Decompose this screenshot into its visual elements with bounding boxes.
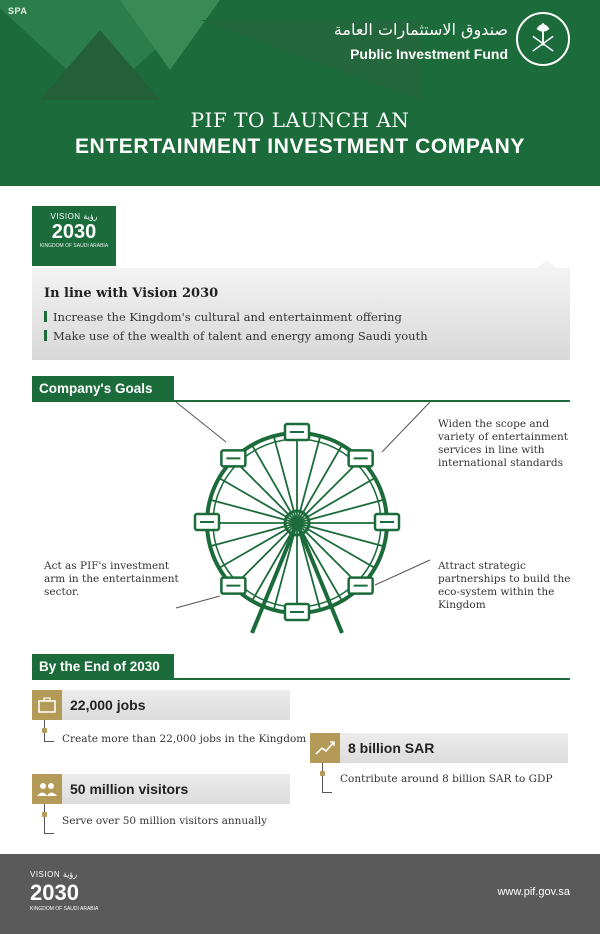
vision-badge-label: VISION رؤية	[50, 212, 98, 221]
stat-dot	[320, 771, 325, 776]
wheel-spoke	[297, 436, 320, 523]
goals-section-title: Company's Goals	[32, 376, 174, 402]
wheel-spoke	[297, 523, 384, 546]
divider	[174, 678, 570, 680]
connector	[44, 804, 54, 834]
stat-jobs-value: 22,000 jobs	[62, 690, 290, 720]
org-name-arabic: صندوق الاستثمارات العامة	[333, 20, 508, 39]
vision-badge-year: 2030	[51, 221, 97, 243]
stat-dot	[42, 728, 47, 733]
headline-line-1: PIF TO LAUNCH AN	[190, 108, 410, 132]
wheel-spoke	[274, 436, 297, 523]
vision-badge-country: KINGDOM OF SAUDI ARABIA	[39, 243, 109, 249]
connector	[322, 763, 332, 793]
stat-gdp-value: 8 billion SAR	[340, 733, 568, 763]
website-link[interactable]: www.pif.gov.sa	[497, 886, 570, 898]
stat-visitors-value: 50 million visitors	[62, 774, 290, 804]
org-name-english: Public Investment Fund	[350, 46, 508, 62]
stat-visitors-desc: Serve over 50 million visitors annually	[62, 815, 268, 827]
chart-line-icon	[310, 733, 340, 763]
briefcase-icon	[32, 690, 62, 720]
footer-vision-label: VISION رؤية	[30, 870, 78, 879]
footer-vision-year: 2030	[30, 880, 79, 905]
spa-logo: SPA	[8, 6, 28, 16]
wheel-hub-center	[293, 519, 301, 527]
wheel-spoke	[210, 523, 297, 546]
vision-title: In line with Vision 2030	[44, 286, 219, 301]
footer-vision-country: KINGDOM OF SAUDI ARABIA	[30, 906, 99, 912]
people-icon	[32, 774, 62, 804]
wheel-spoke	[297, 500, 384, 523]
goal-widen-scope: Widen the scope and variety of entertainment services in line with international standards	[438, 418, 568, 469]
vision-item-text: Make use of the wealth of talent and energy among Saudi youth	[53, 329, 428, 343]
goal-partnerships: Attract strategic partnerships to build the eco-system within the Kingdom	[438, 560, 571, 611]
end-2030-section-title: By the End of 2030	[32, 654, 174, 680]
stat-jobs-desc: Create more than 22,000 jobs in the Kingdom	[62, 733, 307, 745]
wheel-spoke	[210, 500, 297, 523]
vision-item-text: Increase the Kingdom's cultural and entertainment offering	[53, 310, 402, 324]
stat-dot	[42, 812, 47, 817]
headline-line-2: ENTERTAINMENT INVESTMENT COMPANY	[74, 135, 526, 158]
goal-investment-arm: Act as PIF's investment arm in the entertainment sector.	[44, 560, 179, 598]
footer	[0, 854, 600, 934]
stat-gdp-desc: Contribute around 8 billion SAR to GDP	[340, 773, 553, 785]
